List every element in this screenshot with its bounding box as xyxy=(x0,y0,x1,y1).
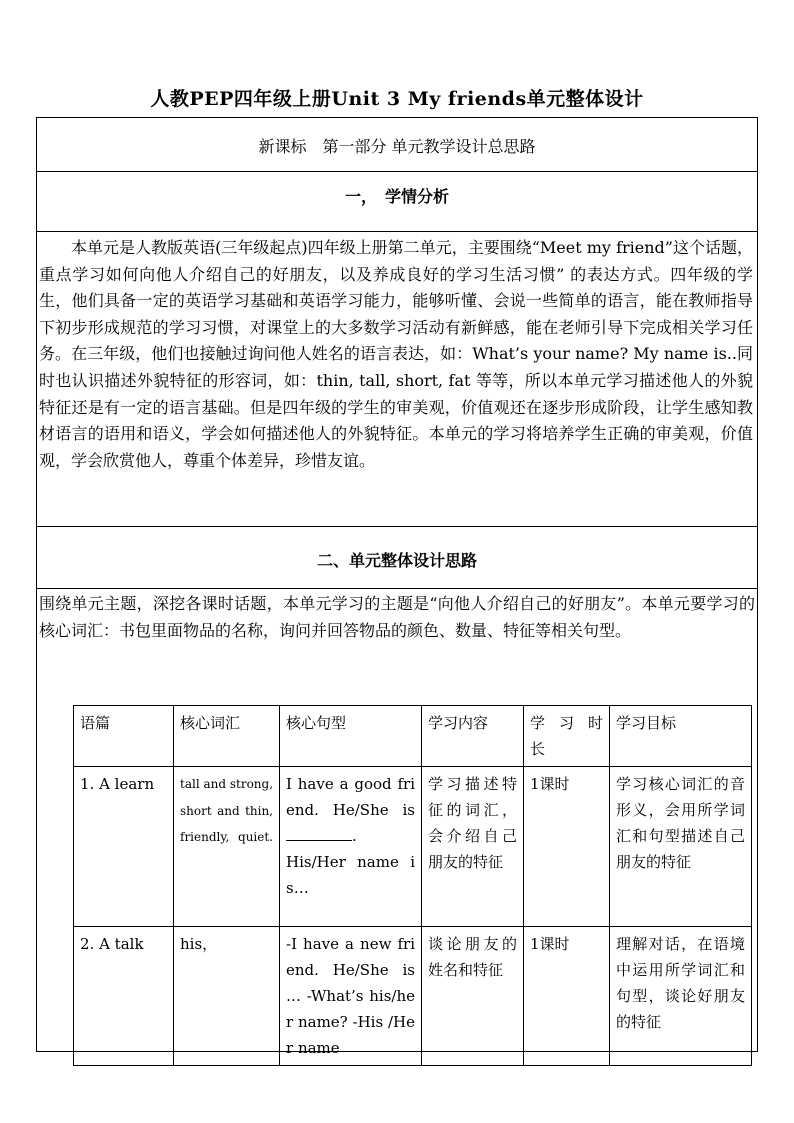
header-row: 新课标 第一部分 单元教学设计总思路 xyxy=(258,137,536,156)
goal-cell: 学习核心词汇的音形义，会用所学词汇和句型描述自己朋友的特征 xyxy=(610,767,752,927)
section2-paragraph: 围绕单元主题，深挖各课时话题，本单元学习的主题是“向他人介绍自己的好朋友”。本单元要学习的核心词汇：书包里面物品的名称，询问并回答物品的颜色、数量、特征等相关句型。 xyxy=(39,594,755,640)
section2-heading: 二、单元整体设计思路 xyxy=(316,551,477,570)
passage-cell: 1. A learn xyxy=(74,767,174,927)
section1-heading: 一， 学情分析 xyxy=(344,187,449,206)
blank-period: . xyxy=(352,827,357,845)
lesson-table xyxy=(73,705,752,1066)
column-header: 核心词汇 xyxy=(174,706,280,767)
blank-line xyxy=(286,826,352,841)
table-row xyxy=(74,927,752,1066)
column-header: 学习内容 xyxy=(422,706,524,767)
pattern-blank xyxy=(286,823,415,849)
column-header: 核心句型 xyxy=(280,706,422,767)
divider xyxy=(37,231,757,232)
duration-cell: 1课时 xyxy=(524,767,610,927)
table-header-row xyxy=(74,706,752,767)
goal-cell: 理解对话，在语境中运用所学词汇和句型，谈论好朋友的特征 xyxy=(610,927,752,1066)
content-cell: 谈论朋友的姓名和特征 xyxy=(422,927,524,1066)
divider xyxy=(37,526,757,527)
divider xyxy=(37,171,757,172)
section1-paragraph: 本单元是人教版英语(三年级起点)四年级上册第二单元，主要围绕“Meet my friend”这个话题，重点学习如何向他人介绍自己的好朋友，以及养成良好的学习生活习惯” 的表达方式。四年级的学生，他们具备一定的英语学习基础和英语学习能力，能够听懂、会说一些简单的语言，能在教师指导下初步形成规范的学习习惯，对课堂上的大多数学习活动有新鲜感，能在老师引导下完成相关学习任务。在三年级，他们也接触过询问他人姓名的语言表达，如：What’s your name? My name is..同时也认识描述外貌特征的形容词，如：thin, tall, short, fat 等等，所以本单元学习描述他人的外貌特征还是有一定的语言基础。但是四年级的学生的审美观，价值观还在逐步形成阶段，让学生感知教材语言的语用和语义，学会如何描述他人的外貌特征。本单元的学习将培养学生正确的审美观，价值观，学会欣赏他人，尊重个体差异，珍惜友谊。 xyxy=(39,238,753,470)
column-header: 学 习 时 长 xyxy=(524,706,610,767)
table-row xyxy=(74,767,752,927)
pattern-line: His/Her name is… xyxy=(286,853,415,897)
pattern-cell: -I have a new friend. He/She is … -What’s his/her name? -His /Her name xyxy=(280,927,422,1066)
passage-cell: 2. A talk xyxy=(74,927,174,1066)
main-table xyxy=(36,117,758,1057)
vocab-cell: his， xyxy=(174,927,280,1066)
duration-cell: 1课时 xyxy=(524,927,610,1066)
content-cell: 学习描述特征的词汇，会介绍自己朋友的特征 xyxy=(422,767,524,927)
column-header: 语篇 xyxy=(74,706,174,767)
pattern-cell xyxy=(280,767,422,927)
pattern-line: I have a good friend. He/She is xyxy=(286,775,415,819)
divider xyxy=(37,588,757,589)
vocab-cell: tall and strong, short and thin, friendly, quiet. xyxy=(174,767,280,927)
column-header: 学习目标 xyxy=(610,706,752,767)
document-title: 人教PEP四年级上册Unit 3 My friends单元整体设计 xyxy=(150,88,644,110)
